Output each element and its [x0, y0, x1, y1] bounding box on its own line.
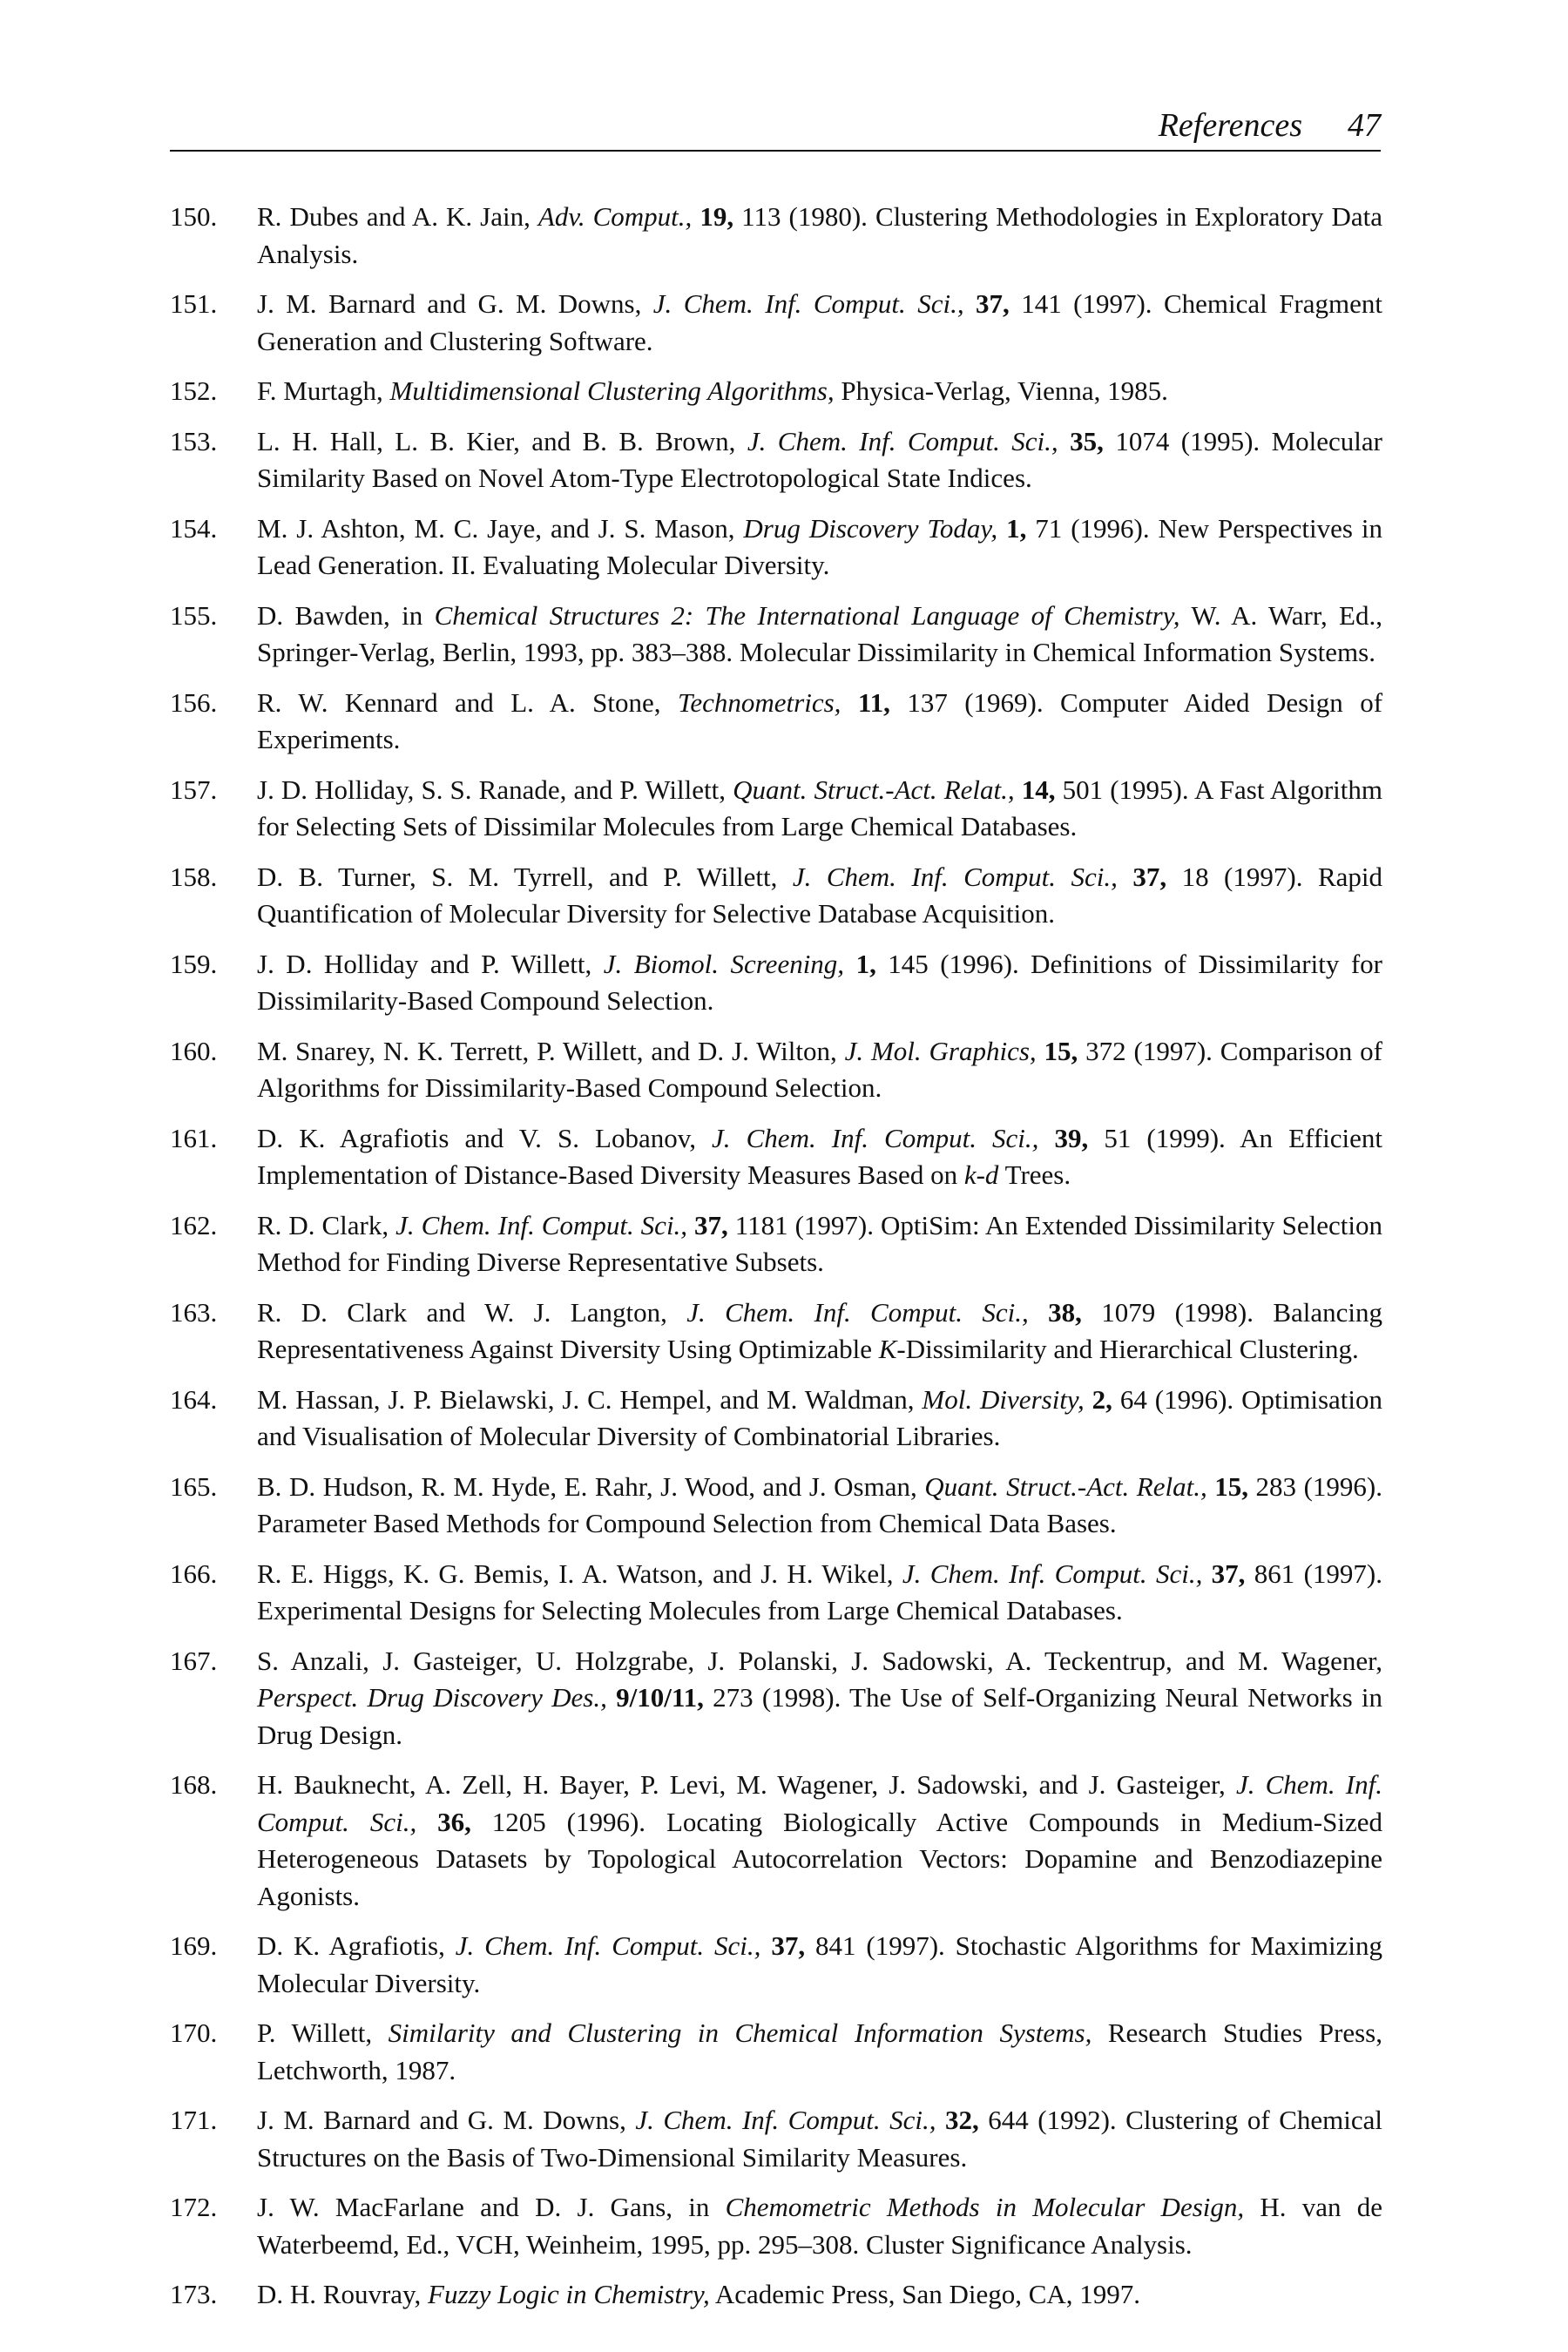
reference-italic-text: Fuzzy Logic in Chemistry, — [428, 2279, 710, 2309]
reference-text-segment: J. W. MacFarlane and D. J. Gans, in — [257, 2192, 726, 2222]
reference-text-segment: M. Snarey, N. K. Terrett, P. Willett, and D. J. Wilton, — [257, 1035, 845, 1066]
reference-italic-text: J. Mol. Graphics, — [844, 1035, 1037, 1066]
reference-number: 167. — [170, 1645, 218, 1676]
reference-volume: 35, — [1070, 425, 1104, 456]
reference-text-segment: W. A. Warr, Ed., Springer-Verlag, Berlin, 1993, pp. 383–388. Molecular Dissimilarity in Chemical Information Systems. — [257, 599, 1382, 667]
reference-text-segment: S. Anzali, J. Gasteiger, U. Holzgrabe, J. Polanski, J. Sadowski, A. Teckentrup, and M. Wagener, — [257, 1645, 1382, 1676]
reference-volume: 15, — [1214, 1470, 1249, 1502]
reference-text-segment — [1015, 774, 1022, 805]
reference-text-segment — [936, 2105, 945, 2135]
reference-volume: 11, — [857, 686, 890, 718]
reference-italic-text: Quant. Struct.-Act. Relat., — [733, 774, 1015, 805]
reference-number: 163. — [170, 1296, 218, 1328]
reference-number: 156. — [170, 686, 218, 718]
reference-number: 157. — [170, 774, 218, 805]
reference-text-segment: 861 (1997). Experimental Designs for Selecting Molecules from Large Chemical Databases. — [257, 1558, 1382, 1625]
reference-text-segment: R. D. Clark, — [257, 1209, 396, 1240]
reference-text-segment: Trees. — [998, 1159, 1071, 1190]
reference-item — [170, 286, 1382, 360]
reference-italic-text: J. Chem. Inf. Comput. Sci., — [792, 861, 1118, 892]
reference-text — [257, 201, 1382, 269]
reference-text-segment — [607, 1682, 616, 1713]
reference-italic-text: Perspect. Drug Discovery Des., — [257, 1682, 607, 1713]
reference-italic-text: J. Chem. Inf. Comput. Sci., — [455, 1930, 761, 1961]
reference-item — [170, 423, 1382, 497]
reference-text-segment: J. M. Barnard and G. M. Downs, — [257, 288, 653, 319]
reference-text — [257, 1646, 1382, 1750]
reference-item — [170, 598, 1382, 672]
reference-text-segment — [1029, 1297, 1048, 1328]
reference-item — [170, 772, 1382, 846]
reference-text-segment — [687, 1210, 694, 1240]
reference-number: 152. — [170, 375, 218, 406]
reference-text-segment — [844, 949, 856, 979]
reference-text-segment: 137 (1969). Computer Aided Design of Experiments. — [257, 686, 1383, 754]
reference-number: 159. — [170, 948, 218, 979]
reference-text-segment: F. Murtagh, — [257, 375, 390, 406]
reference-text-segment: R. W. Kennard and L. A. Stone, — [257, 686, 678, 718]
reference-number: 172. — [170, 2192, 218, 2222]
reference-number: 173. — [170, 2279, 218, 2309]
reference-item — [170, 1767, 1382, 1915]
reference-text-segment — [692, 201, 700, 232]
reference-italic-text: Similarity and Clustering in Chemical Information Systems, — [388, 2017, 1092, 2048]
reference-number: 168. — [170, 1769, 218, 1800]
reference-italic-text: Drug Discovery Today, — [743, 512, 998, 544]
reference-volume: 37, — [976, 288, 1010, 319]
reference-volume: 32, — [945, 2105, 979, 2135]
reference-number: 171. — [170, 2105, 218, 2135]
reference-volume: 2, — [1092, 1383, 1112, 1415]
reference-text-segment: 18 (1997). Rapid Quantification of Molecular Diversity for Selective Database Acquisition. — [257, 861, 1382, 929]
reference-text — [257, 2017, 1382, 2085]
reference-item — [170, 1556, 1382, 1630]
reference-item — [170, 2015, 1382, 2089]
reference-item — [170, 1207, 1382, 1281]
reference-number: 162. — [170, 1209, 218, 1240]
reference-number: 170. — [170, 2017, 218, 2048]
reference-volume: 15, — [1044, 1035, 1078, 1066]
reference-italic-text: J. Chem. Inf. Comput. Sci., — [257, 1769, 1382, 1837]
reference-text — [257, 513, 1382, 581]
reference-italic-text: J. Chem. Inf. Comput. Sci., — [686, 1296, 1029, 1328]
reference-text-segment: 141 (1997). Chemical Fragment Generation and Clustering Software. — [257, 288, 1383, 356]
reference-text-segment: 145 (1996). Definitions of Dissimilarity for Dissimilarity-Based Compound Selection. — [257, 948, 1382, 1016]
reference-italic-text: Chemometric Methods in Molecular Design, — [725, 2192, 1245, 2222]
reference-number: 166. — [170, 1558, 218, 1589]
reference-number: 155. — [170, 599, 218, 631]
reference-italic-text: J. Chem. Inf. Comput. Sci., — [652, 288, 964, 319]
reference-volume: 1, — [1006, 512, 1027, 544]
reference-text-segment: 644 (1992). Clustering of Chemical Structures on the Basis of Two-Dimensional Similarity Measures. — [257, 2105, 1382, 2173]
reference-item — [170, 199, 1382, 273]
reference-text-segment: B. D. Hudson, R. M. Hyde, E. Rahr, J. Wood, and J. Osman, — [257, 1470, 925, 1502]
reference-number: 151. — [170, 288, 218, 319]
reference-text-segment: R. Dubes and A. K. Jain, — [257, 201, 538, 232]
reference-text-segment: -Dissimilarity and Hierarchical Clustering. — [896, 1334, 1359, 1364]
reference-text-segment — [1085, 1384, 1092, 1415]
reference-text-segment: R. D. Clark and W. J. Langton, — [257, 1296, 687, 1328]
reference-item — [170, 1033, 1382, 1107]
reference-text-segment: D. K. Agrafiotis, — [257, 1930, 456, 1961]
reference-text — [257, 2192, 1382, 2260]
reference-text-segment: Academic Press, San Diego, CA, 1997. — [709, 2279, 1141, 2309]
reference-text-segment: D. B. Turner, S. M. Tyrrell, and P. Willett, — [257, 861, 793, 892]
reference-text-segment — [416, 1807, 437, 1837]
reference-item — [170, 859, 1382, 933]
reference-text-segment: D. H. Rouvray, — [257, 2279, 429, 2309]
reference-text-segment — [1058, 426, 1070, 456]
reference-text-segment: 273 (1998). The Use of Self-Organizing Neural Networks in Drug Design. — [257, 1682, 1383, 1750]
reference-number: 165. — [170, 1470, 218, 1502]
reference-volume: 37, — [771, 1930, 806, 1961]
reference-number: 164. — [170, 1383, 218, 1415]
reference-italic-text: Chemical Structures 2: The International Language of Chemistry, — [434, 599, 1180, 631]
reference-text-segment: L. H. Hall, L. B. Kier, and B. B. Brown, — [257, 425, 747, 456]
reference-italic-text: J. Chem. Inf. Comput. Sci., — [902, 1558, 1203, 1589]
reference-italic-text: J. Chem. Inf. Comput. Sci., — [395, 1209, 688, 1240]
reference-text-segment: 501 (1995). A Fast Algorithm for Selecting Sets of Dissimilar Molecules from Large Chemical Databases. — [257, 774, 1382, 841]
reference-text-segment: 1079 (1998). Balancing Representativeness Against Diversity Using Optimizable — [257, 1296, 1383, 1364]
reference-text — [257, 426, 1382, 494]
reference-list — [170, 199, 1382, 2327]
reference-text — [257, 1297, 1382, 1365]
reference-item — [170, 510, 1382, 585]
reference-text — [257, 1930, 1382, 1998]
reference-text — [257, 1210, 1382, 1278]
reference-text-segment: 51 (1999). An Efficient Implementation of Distance-Based Diversity Measures Based on — [257, 1122, 1382, 1190]
reference-item — [170, 2189, 1382, 2263]
reference-text-segment: 113 (1980). Clustering Methodologies in Exploratory Data Analysis. — [257, 201, 1382, 269]
reference-text — [257, 2105, 1382, 2173]
reference-text — [257, 687, 1382, 755]
reference-text — [257, 600, 1382, 668]
reference-italic-text: J. Chem. Inf. Comput. Sci., — [635, 2105, 936, 2135]
reference-text-segment: Research Studies Press, Letchworth, 1987. — [257, 2017, 1382, 2085]
reference-text-segment: 1205 (1996). Locating Biologically Active Compounds in Medium-Sized Heterogeneous Datasets by Topological Autocorrelation Vectors: Dopamine and Benzodiazepine Agonists. — [257, 1806, 1383, 1911]
reference-text — [257, 375, 1168, 406]
reference-italic-text: Technometrics, — [677, 686, 841, 718]
reference-volume: 37, — [1211, 1558, 1246, 1589]
reference-volume: 36, — [437, 1806, 471, 1837]
reference-text-segment — [760, 1930, 771, 1961]
reference-text-segment — [1038, 1123, 1054, 1153]
reference-text-segment: R. E. Higgs, K. G. Bemis, I. A. Watson, and J. H. Wikel, — [257, 1558, 902, 1589]
reference-italic-text: J. Chem. Inf. Comput. Sci., — [712, 1122, 1039, 1153]
reference-text — [257, 1036, 1382, 1104]
reference-volume: 19, — [700, 201, 734, 232]
reference-text — [257, 288, 1382, 356]
reference-item — [170, 2276, 1382, 2314]
reference-text-segment: P. Willett, — [257, 2017, 389, 2048]
reference-text-segment: J. M. Barnard and G. M. Downs, — [257, 2105, 636, 2135]
reference-item — [170, 373, 1382, 410]
reference-volume: 9/10/11, — [616, 1682, 704, 1713]
reference-text-segment: Physica-Verlag, Vienna, 1985. — [834, 375, 1168, 406]
reference-volume: 37, — [694, 1209, 728, 1240]
reference-number: 160. — [170, 1035, 218, 1066]
reference-text — [257, 1123, 1382, 1191]
reference-number: 150. — [170, 201, 218, 232]
reference-text-segment: 1181 (1997). OptiSim: An Extended Dissimilarity Selection Method for Finding Diverse Representative Subsets. — [257, 1209, 1383, 1277]
reference-item — [170, 1643, 1382, 1754]
reference-number: 169. — [170, 1930, 218, 1961]
reference-text — [257, 2279, 1140, 2309]
reference-volume: 37, — [1132, 861, 1167, 892]
reference-item — [170, 1382, 1382, 1456]
reference-text-segment: 71 (1996). New Perspectives in Lead Generation. II. Evaluating Molecular Diversity. — [257, 512, 1383, 580]
reference-text-segment — [964, 288, 976, 319]
reference-italic-text: J. Chem. Inf. Comput. Sci., — [747, 425, 1058, 456]
reference-italic-text: Adv. Comput., — [537, 201, 693, 232]
reference-item — [170, 1120, 1382, 1194]
reference-text — [257, 1558, 1382, 1626]
reference-number: 153. — [170, 425, 218, 456]
reference-italic-text: K — [878, 1334, 897, 1364]
reference-italic-text: Quant. Struct.-Act. Relat., — [924, 1470, 1207, 1502]
reference-text-segment — [997, 513, 1006, 544]
reference-text-segment: H. Bauknecht, A. Zell, H. Bayer, P. Levi, M. Wagener, J. Sadowski, and J. Gasteiger, — [257, 1769, 1236, 1800]
section-title: References — [1158, 107, 1302, 144]
reference-text-segment: 841 (1997). Stochastic Algorithms for Maximizing Molecular Diversity. — [257, 1930, 1382, 1998]
reference-text-segment: M. Hassan, J. P. Bielawski, J. C. Hempel, and M. Waldman, — [257, 1383, 923, 1415]
page-number: 47 — [1348, 107, 1381, 144]
running-head — [170, 103, 1381, 152]
reference-text — [257, 774, 1382, 842]
reference-volume: 1, — [855, 948, 876, 979]
reference-item — [170, 946, 1382, 1020]
reference-italic-text: Multidimensional Clustering Algorithms, — [389, 375, 835, 406]
reference-text-segment — [1207, 1471, 1215, 1502]
reference-text-segment: M. J. Ashton, M. C. Jaye, and J. S. Mason, — [257, 512, 744, 544]
reference-italic-text: J. Biomol. Screening, — [603, 948, 845, 979]
reference-text-segment: 372 (1997). Comparison of Algorithms for Dissimilarity-Based Compound Selection. — [257, 1035, 1382, 1103]
reference-number: 158. — [170, 861, 218, 892]
reference-text-segment: D. K. Agrafiotis and V. S. Lobanov, — [257, 1122, 713, 1153]
reference-text — [257, 862, 1382, 929]
reference-item — [170, 1928, 1382, 2002]
reference-text — [257, 1769, 1382, 1911]
reference-text-segment — [1202, 1558, 1211, 1589]
reference-item — [170, 1294, 1382, 1369]
reference-text-segment: 283 (1996). Parameter Based Methods for Compound Selection from Chemical Data Bases. — [257, 1470, 1382, 1538]
reference-text-segment: 1074 (1995). Molecular Similarity Based on Novel Atom-Type Electrotopological State Indices. — [257, 425, 1382, 493]
reference-volume: 38, — [1048, 1296, 1082, 1328]
reference-text-segment: D. Bawden, in — [257, 599, 435, 631]
reference-text — [257, 949, 1382, 1017]
reference-item — [170, 685, 1382, 759]
reference-text-segment: H. van de Waterbeemd, Ed., VCH, Weinheim, 1995, pp. 295–308. Cluster Significance Analysis. — [257, 2192, 1382, 2260]
reference-text-segment — [841, 687, 857, 718]
reference-text-segment: 64 (1996). Optimisation and Visualisation of Molecular Diversity of Combinatorial Libraries. — [257, 1383, 1382, 1451]
reference-item — [170, 2102, 1382, 2176]
reference-text-segment: J. D. Holliday and P. Willett, — [257, 948, 604, 979]
reference-text-segment — [1037, 1036, 1044, 1066]
reference-text — [257, 1471, 1382, 1539]
reference-italic-text: Mol. Diversity, — [922, 1383, 1085, 1415]
reference-item — [170, 1469, 1382, 1543]
reference-volume: 39, — [1054, 1122, 1089, 1153]
reference-number: 154. — [170, 512, 218, 544]
reference-volume: 14, — [1021, 774, 1056, 805]
reference-text — [257, 1384, 1382, 1452]
reference-text-segment: J. D. Holliday, S. S. Ranade, and P. Willett, — [257, 774, 733, 805]
reference-number: 161. — [170, 1122, 218, 1153]
reference-italic-text: k-d — [963, 1159, 999, 1190]
reference-text-segment — [1118, 862, 1132, 892]
